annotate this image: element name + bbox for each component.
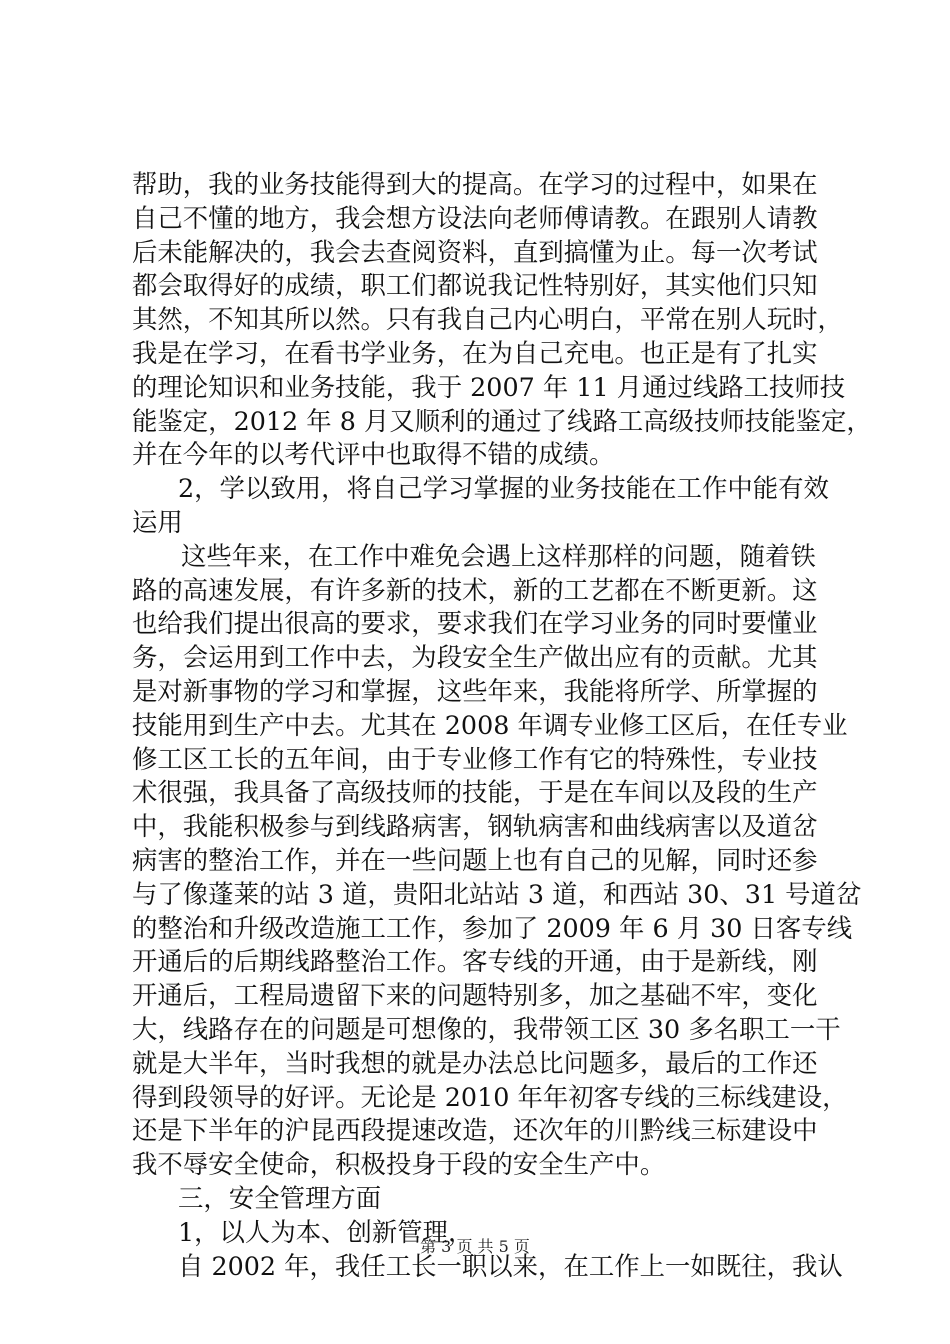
text-line: 我不辱安全使命，积极投身于段的安全生产中。	[132, 1149, 666, 1180]
text-line: 我是在学习，在看书学业务，在为自己充电。也正是有了扎实	[132, 337, 818, 368]
text-line: 开通后的后期线路整治工作。客专线的开通，由于是新线，刚	[132, 946, 818, 977]
text-line: 务，会运用到工作中去，为段安全生产做出应有的贡献。尤其	[132, 642, 818, 673]
text-line: 得到段领导的好评。无论是 2010 年年初客专线的三标线建设，	[132, 1081, 848, 1112]
text-line: 是对新事物的学习和掌握，这些年来，我能将所学、所掌握的	[132, 675, 818, 706]
text-line: 大，线路存在的问题是可想像的，我带领工区 30 多名职工一干	[132, 1013, 841, 1044]
text-line: 自己不懂的地方，我会想方设法向老师傅请教。在跟别人请教	[132, 202, 818, 233]
document-body	[132, 168, 872, 1283]
subsection-heading: 1，以人为本、创新管理，	[178, 1216, 474, 1247]
text-line: 并在今年的以考代评中也取得不错的成绩。	[132, 439, 615, 470]
paragraph-start: 这些年来，在工作中难免会遇上这样那样的问题，随着铁	[181, 540, 816, 571]
text-line: 病害的整治工作，并在一些问题上也有自己的见解，同时还参	[132, 844, 818, 875]
text-line: 其然，不知其所以然。只有我自己内心明白，平常在别人玩时，	[132, 304, 843, 335]
text-line: 还是下半年的沪昆西段提速改造，还次年的川黔线三标建设中	[132, 1115, 818, 1146]
text-line: 就是大半年，当时我想的就是办法总比问题多，最后的工作还	[132, 1047, 818, 1078]
text-line: 能鉴定，2012 年 8 月又顺利的通过了线路工高级技师技能鉴定，	[132, 405, 872, 436]
text-line: 都会取得好的成绩，职工们都说我记性特别好，其实他们只知	[132, 270, 818, 301]
text-line: 的整治和升级改造施工工作，参加了 2009 年 6 月 30 日客专线	[132, 912, 853, 943]
text-line: 路的高速发展，有许多新的技术，新的工艺都在不断更新。这	[132, 574, 818, 605]
text-line: 帮助，我的业务技能得到大的提高。在学习的过程中，如果在	[132, 169, 818, 199]
section-heading: 2，学以致用，将自己学习掌握的业务技能在工作中能有效	[178, 473, 829, 504]
text-line: 运用	[132, 506, 183, 537]
page-number: 第 3 页 共 5 页	[420, 1237, 530, 1256]
text-line: 开通后，工程局遗留下来的问题特别多，加之基础不牢，变化	[132, 980, 818, 1011]
text-line: 也给我们提出很高的要求，要求我们在学习业务的同时要懂业	[132, 608, 818, 639]
page-footer	[0, 1236, 950, 1258]
text-line: 修工区工长的五年间，由于专业修工作有它的特殊性，专业技	[132, 743, 818, 774]
text-line: 后未能解决的，我会去查阅资料，直到搞懂为止。每一次考试	[132, 236, 818, 267]
text-line: 与了像蓬莱的站 3 道，贵阳北站站 3 道，和西站 30、31 号道岔	[132, 878, 862, 909]
text-line: 的理论知识和业务技能，我于 2007 年 11 月通过线路工技师技	[132, 371, 846, 402]
section-heading: 三，安全管理方面	[178, 1182, 382, 1213]
text-line: 技能用到生产中去。尤其在 2008 年调专业修工区后，在任专业	[132, 709, 848, 740]
paragraph-start: 自 2002 年，我任工长一职以来，在工作上一如既往，我认	[178, 1250, 843, 1281]
text-line: 中，我能积极参与到线路病害，钢轨病害和曲线病害以及道岔	[132, 811, 818, 842]
text-line: 术很强，我具备了高级技师的技能，于是在车间以及段的生产	[132, 777, 818, 808]
